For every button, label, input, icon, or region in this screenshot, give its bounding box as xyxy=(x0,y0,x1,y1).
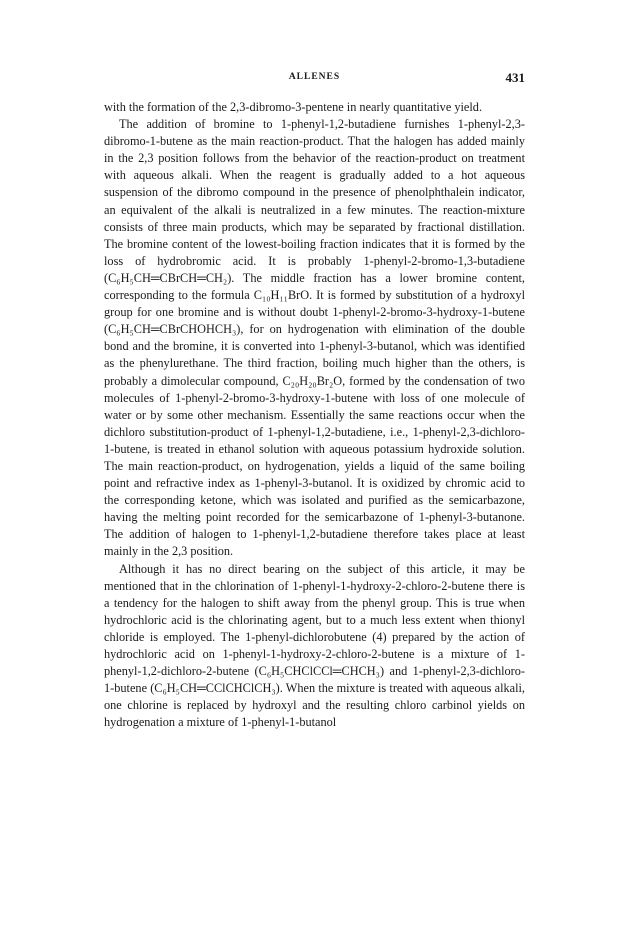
paragraph-bromine-addition: The addition of bromine to 1-phenyl-1,2-butadiene furnishes 1-phenyl-2,3-dibromo-1-butene as the main reaction-product. That the halogen has added mainly in the 2,3 position follows from the behavior of the reaction-product on treatment with aqueous alkali. When the reagent is gradually added to a hot aqueous suspension of the dibromo compound in the presence of phenolphthalein indicator, an equivalent of the alkali is neutralized in a few minutes. The reaction-mixture consists of three main products, which may be separated by fractional distillation. The bromine content of the lowest-boiling fraction indicates that it is formed by the loss of hydrobromic acid. It is probably 1-phenyl-2-bromo-1,3-butadiene (C₆H₅CH═CBrCH═CH₂). The middle fraction has a lower bromine content, corresponding to the formula C₁₀H₁₁BrO. It is formed by substitution of a hydroxyl group for one bromine and is without doubt 1-phenyl-2-bromo-3-hydroxy-1-butene (C₆H₅CH═CBrCHOHCH₃), for on hydrogenation with elimination of the double bond and the bromine, it is converted into 1-phenyl-3-butanol, which was identified as the phenylurethane. The third fraction, boiling much higher than the others, is probably a dimolecular compound, C₂₀H₂₀Br₂O, formed by the condensation of two molecules of 1-phenyl-2-bromo-3-hydroxy-1-butene with loss of one molecule of water or by some other mechanism. Essentially the same reactions occur when the dichloro substitution-product of 1-phenyl-1,2-butadiene, i.e., 1-phenyl-2,3-dichloro-1-butene, is treated in ethanol solution with aqueous potassium hydroxide solution. The main reaction-product, on hydrogenation, yields a liquid of the same boiling point and refractive index as 1-phenyl-3-butanol. It is oxidized by chromic acid to the corresponding ketone, which was isolated and purified as the semicarbazone, having the melting point recorded for the semicarbazone of 1-phenyl-3-butanone. The addition of halogen to 1-phenyl-1,2-butadiene therefore takes place at least mainly in the 2,3 position. xyxy=(104,117,525,559)
paragraph-chlorination: Although it has no direct bearing on the subject of this article, it may be mentioned that in the chlorination of 1-phenyl-1-hydroxy-2-chloro-2-butene there is a tendency for the halogen to shift away from the phenyl group. This is true when hydrochloric acid is the chlorinating agent, but to a much less extent when thionyl chloride is employed. The 1-phenyl-dichlorobutene (4) prepared by the action of hydrochloric acid on 1-phenyl-1-hydroxy-2-chloro-2-butene is a mixture of 1-phenyl-1,2-dichloro-2-butene (C₆H₅CHClCCl═CHCH₃) and 1-phenyl-2,3-dichloro-1-butene (C₆H₅CH═CClCHClCH₃). When the mixture is treated with aqueous alkali, one chlorine is replaced by hydroxyl and the resulting chloro carbinol yields on hydrogenation a mixture of 1-phenyl-1-butanol xyxy=(104,561,525,730)
body-text xyxy=(104,99,525,731)
page-number: 431 xyxy=(505,70,525,85)
page-header xyxy=(104,70,525,88)
paragraph-continuation: with the formation of the 2,3-dibromo-3-pentene in nearly quantitative yield. xyxy=(104,100,483,114)
running-head: ALLENES xyxy=(288,72,341,82)
